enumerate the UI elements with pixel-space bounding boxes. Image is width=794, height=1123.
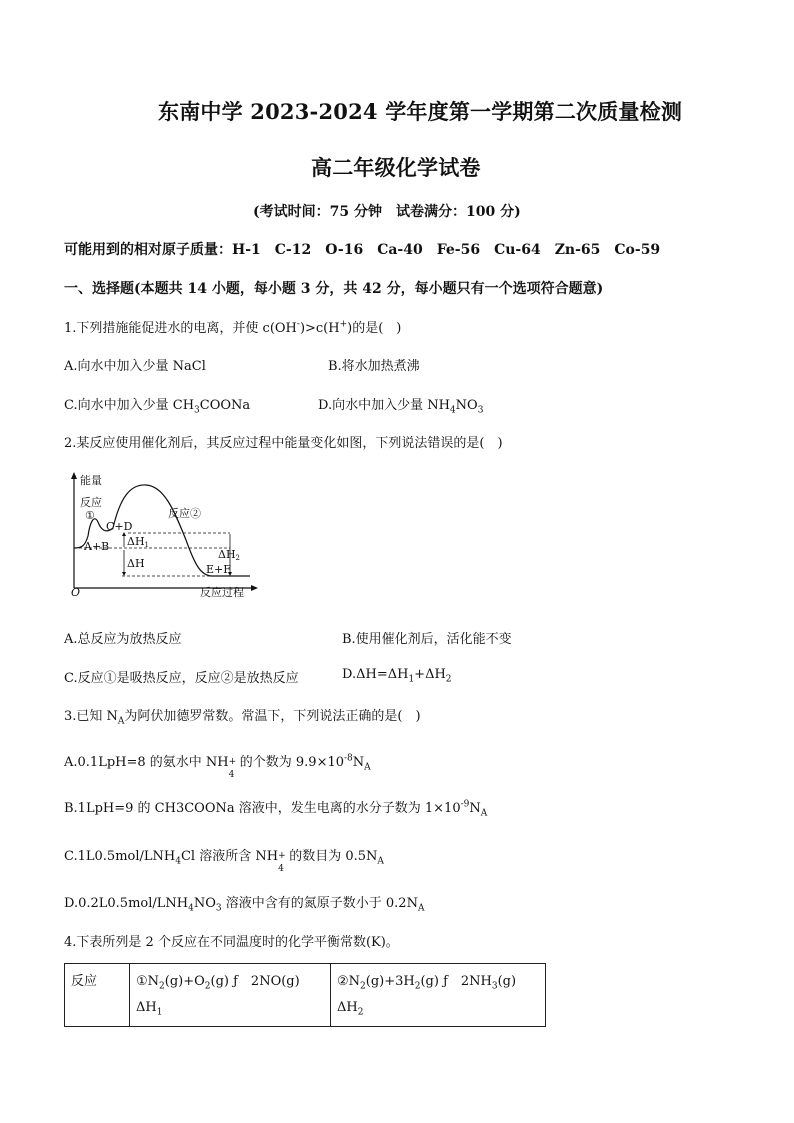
y-axis-arrow xyxy=(71,472,77,479)
question-3-stem: 3.已知 $N_A$为阿伏加德罗常数。常温下，下列说法正确的是( ) xyxy=(64,709,421,727)
label-cd: C+D xyxy=(106,520,133,533)
label-ef: E+F xyxy=(206,563,231,576)
question-3-option-c: $C.1L0.5mol/LNH_4Cl$ 溶液所含 NH + 4 的数目为 $0.5N_A$ xyxy=(64,849,384,874)
label-dh1: ΔH1 xyxy=(127,535,150,549)
energy-diagram xyxy=(58,470,268,605)
table-header-cell: 反应 xyxy=(65,964,130,1027)
question-1-option-c: C.向水中加入少量 $CH_3COONa$ xyxy=(64,398,251,416)
equilibrium-table xyxy=(64,963,546,1027)
question-4-stem: 4.下表所列是 2 个反应在不同温度时的化学平衡常数(K)。 xyxy=(64,935,399,950)
question-2-option-b: B.使用催化剂后，活化能不变 xyxy=(342,632,512,647)
exam-info: (考试时间：75 分钟 试卷满分：100 分) xyxy=(253,204,521,220)
question-1-option-b: B.将水加热煮沸 xyxy=(328,359,420,374)
section-heading: 一、选择题(本题共 14 小题，每小题 3 分，共 42 分，每小题只有一个选项符合题意) xyxy=(64,281,604,297)
question-3-option-b: B.1LpH=9 的 CH3COONa 溶液中，发生电离的水分子数为 $1\times 10^{-9}N_A$ xyxy=(64,799,488,819)
question-2-option-a: A.总反应为放热反应 xyxy=(64,632,182,647)
x-axis-label: 反应过程 xyxy=(200,586,244,599)
label-dh: ΔH xyxy=(127,557,145,570)
atomic-masses: 可能用到的相对原子质量：H-1 C-12 O-16 Ca-40 Fe-56 Cu-64 Zn-65 Co-59 xyxy=(64,242,661,258)
table-row xyxy=(65,964,546,1027)
exam-subtitle: 高二年级化学试卷 xyxy=(311,155,481,180)
question-3-option-a: A.0.1LpH=8 的氨水中 NH + 4 的个数为 $9.9\times 10^{-8}N_A$ xyxy=(64,753,371,780)
question-3-option-d: $D.0.2L0.5mol/LNH_4NO_3$ 溶液中含有的氮原子数小于 $0.2N_A$ xyxy=(64,896,425,914)
reaction-2-cell: $②N_2(g)+3H_2(g)$ ƒ $2NH_3(g)$ $\Delta H_2$ xyxy=(331,964,546,1027)
reaction-1-cell: $①N_2(g)+O_2(g)$ ƒ 2NO(g) $\Delta H_1$ xyxy=(130,964,331,1027)
origin-label: O xyxy=(71,586,81,599)
label-ab: A+B xyxy=(84,540,110,553)
reaction-1-number: ① xyxy=(85,509,95,522)
question-1-stem: 1.下列措施能促进水的电离，并使 c(OH-)>c(H+)的是( ) xyxy=(64,319,402,336)
exam-title: 东南中学 2023-2024 学年度第一学期第二次质量检测 xyxy=(158,99,683,124)
question-2-option-d: $D.\Delta H=\Delta H_1+\Delta H_2$ xyxy=(342,667,452,685)
x-axis-arrow xyxy=(251,585,258,591)
reaction-1-label: 反应 xyxy=(80,496,102,509)
question-2-stem: 2.某反应使用催化剂后，其反应过程中能量变化如图，下列说法错误的是( ) xyxy=(64,436,503,451)
label-dh2: ΔH2 xyxy=(218,548,241,562)
question-1-option-a: A.向水中加入少量 NaCl xyxy=(64,359,206,374)
reaction-2-label: 反应② xyxy=(168,507,201,520)
y-axis-label: 能量 xyxy=(80,474,102,487)
question-1-option-d: D.向水中加入少量 $NH_4NO_3$ xyxy=(318,398,484,416)
question-2-option-c: C.反应①是吸热反应，反应②是放热反应 xyxy=(64,671,299,686)
